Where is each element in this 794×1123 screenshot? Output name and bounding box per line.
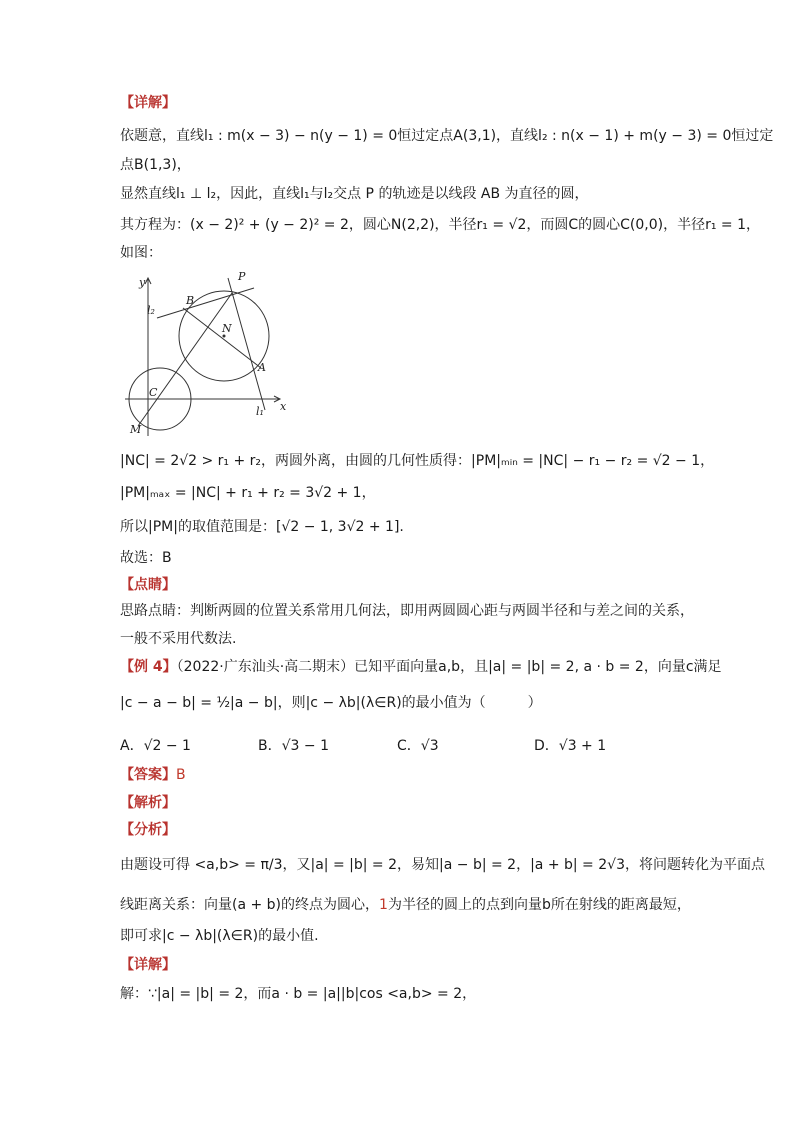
label-c: C: [149, 386, 158, 399]
example-tag: 【例 4】: [120, 659, 177, 675]
option-c: C．√3: [397, 738, 439, 754]
label-a: A: [258, 361, 266, 374]
fenxi-radius: 1: [379, 897, 388, 913]
answer-heading: 【答案】: [120, 767, 176, 783]
dianjing-heading: 【点睛】: [120, 577, 176, 593]
fenxi-heading: 【分析】: [120, 822, 176, 838]
paragraph-line: 即可求|c − λb|(λ∈R)的最小值.: [120, 928, 319, 944]
answer-choice-line: 故选：B: [120, 550, 172, 566]
example-stem-line-2: |c − a − b| = ½|a − b|，则|c − λb|(λ∈R)的最小值为（ ）: [120, 695, 542, 711]
paragraph-line: 如图：: [120, 245, 162, 261]
example-stem: 已知平面向量a,b，且|a| = |b| = 2, a · b = 2，向量c满足: [354, 659, 722, 675]
paragraph-line: |PM|ₘₐₓ = |NC| + r₁ + r₂ = 3√2 + 1，: [120, 485, 376, 501]
example-stem-line: [120, 657, 722, 677]
paragraph-line: 思路点睛：判断两圆的位置关系常用几何法，即用两圆圆心距与两圆半径和与差之间的关系，: [120, 603, 694, 619]
answer-line: [120, 765, 186, 785]
label-l2: l₂: [147, 304, 155, 317]
example-source: （2022·广东汕头·高二期末）: [176, 659, 355, 675]
label-n: N: [222, 322, 232, 335]
option-b: B．√3 − 1: [258, 738, 329, 754]
circle-geometry-figure: [120, 268, 300, 438]
paragraph-line: 解：∵|a| = |b| = 2，而a · b = |a||b|cos <a,b> = 2，: [120, 986, 477, 1002]
segment-ba: [183, 308, 261, 368]
paragraph-line: |NC| = 2√2 > r₁ + r₂，两圆外离，由圆的几何性质得：|PM|ₘᵢₙ = |NC| − r₁ − r₂ = √2 − 1，: [120, 453, 715, 469]
paragraph-line: 其方程为：(x − 2)² + (y − 2)² = 2，圆心N(2,2)，半径r₁ = √2，而圆C的圆心C(0,0)，半径r₁ = 1，: [120, 217, 761, 233]
paragraph-line: 一般不采用代数法.: [120, 631, 237, 647]
detail-heading-2: 【详解】: [120, 957, 176, 973]
fenxi-text: 线距离关系：向量(a + b)的终点为圆心，: [120, 897, 380, 913]
answer-value: B: [176, 767, 186, 783]
paragraph-line: 显然直线l₁ ⊥ l₂，因此，直线l₁与l₂交点 P 的轨迹是以线段 AB 为直径的圆，: [120, 186, 589, 202]
line-l1: [228, 278, 265, 410]
label-m: M: [130, 423, 142, 436]
option-d: D．√3 + 1: [534, 738, 607, 754]
line-l2: [157, 288, 254, 318]
paragraph-line: 所以|PM|的取值范围是：[√2 − 1, 3√2 + 1].: [120, 519, 404, 535]
paragraph-line: 依题意，直线l₁ : m(x − 3) − n(y − 1) = 0恒过定点A(3,1)，直线l₂ : n(x − 1) + m(y − 3) = 0恒过定: [120, 128, 774, 144]
label-b: B: [186, 294, 195, 307]
detail-heading: 【详解】: [120, 95, 176, 111]
fenxi-text: 为半径的圆上的点到向量b所在射线的距离最短，: [387, 897, 691, 913]
paragraph-line: [120, 895, 691, 915]
option-a: A．√2 − 1: [120, 738, 191, 754]
label-l1: l₁: [256, 405, 264, 418]
paragraph-line: 由题设可得 <a,b> = π/3，又|a| = |b| = 2，易知|a − b| = 2，|a + b| = 2√3，将问题转化为平面点: [120, 857, 765, 873]
label-y: y: [139, 276, 146, 289]
paragraph-line: 点B(1,3)，: [120, 157, 191, 173]
label-x: x: [280, 400, 287, 413]
label-p: P: [238, 270, 246, 283]
analysis-heading: 【解析】: [120, 795, 176, 811]
